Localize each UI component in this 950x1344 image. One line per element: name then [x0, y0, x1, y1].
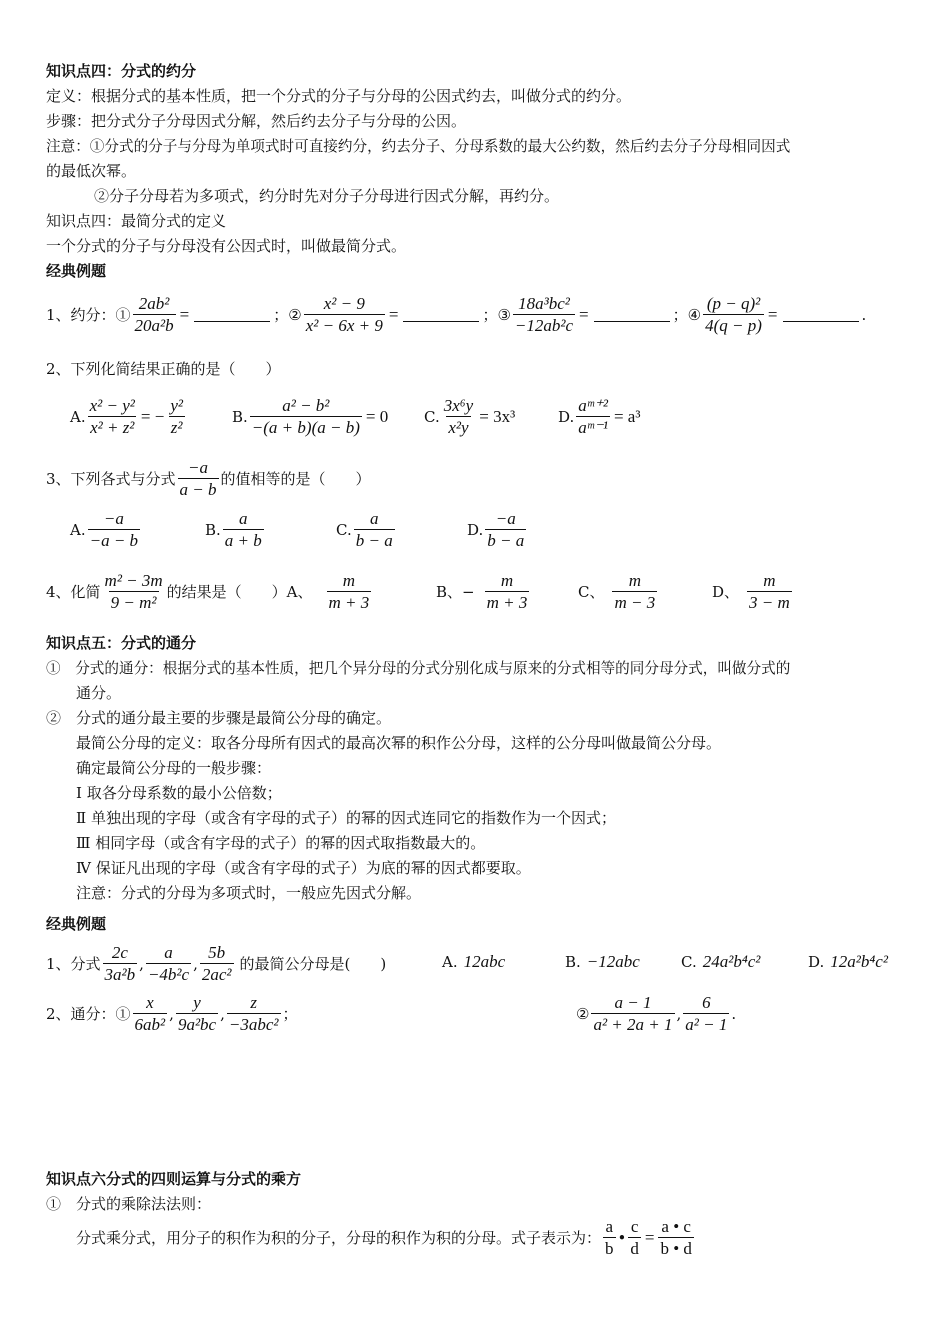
item-marker: ③ [497, 305, 511, 324]
option-c[interactable] [336, 508, 397, 551]
fraction: $\frac{-a}{b - a}$ [487, 509, 525, 550]
option-b[interactable] [565, 952, 640, 972]
question-1: 1、约分：① $\frac{\text{2ab²}}{\text{20a²b}}$ = ； ② $\frac{\text{x² − 9}}{\text{x² − 6x + 9}}$ = ； ③ $\frac{\text{18a³bc²}}{\text{−12ab²c}}$ = ； ④ $\frac{\text{(p − q)²}}{4(q - p)}$ = . [46, 294, 867, 335]
option-letter: B. [565, 953, 581, 971]
list-item: Ⅱ 单独出现的字母（或含有字母的式子）的幂的因式连同它的指数作为一个因式； [76, 809, 616, 827]
fraction: $\frac{a • c}{b • d}$ [660, 1217, 692, 1258]
option-d[interactable] [712, 570, 794, 613]
answer-blank[interactable] [783, 307, 859, 322]
item-marker: ② [288, 305, 302, 324]
option-letter: B. [205, 520, 221, 539]
fraction: $\frac{m}{m - 3}$ [614, 571, 656, 612]
fraction: $\frac{z}{\text{−3abc²}}$ [228, 993, 279, 1034]
option-letter: A. [70, 407, 86, 426]
question-tail: 的值相等的是（ ） [220, 470, 371, 488]
steps-text: 步骤：把分式分子分母因式分解，然后约去分子与分母的公因。 [46, 112, 467, 130]
rule-formula [76, 1216, 696, 1259]
fraction: $\frac{x}{\text{6ab²}}$ [134, 993, 166, 1034]
option-value: −12abc [586, 952, 640, 971]
section-title: 知识点六分式的四则运算与分式的乘方 [46, 1170, 302, 1188]
definition-text: 定义：根据分式的基本性质，把一个分式的分子与分母的公因式约去，叫做分式的约分。 [46, 87, 632, 105]
list-item: Ⅰ 取各分母系数的最小公倍数； [76, 784, 282, 802]
fraction: $\frac{\text{(p − q)²}}{4(q - p)}$ [705, 294, 762, 335]
fraction[interactable]: $\frac{m}{m + 3}$ [328, 571, 370, 612]
option-letter: C. [336, 520, 352, 539]
option-letter: B. [232, 407, 248, 426]
fraction: $\frac{\text{2ab²}}{\text{20a²b}}$ [134, 294, 174, 335]
option-letter: C. [681, 953, 697, 971]
rule-text: 分式乘分式，用分子的积作为积的分子，分母的积作为积的分母。式子表示为： [76, 1229, 602, 1247]
option-value: 12abc [463, 952, 506, 971]
fraction: $\frac{a}{a + b}$ [224, 509, 262, 550]
examples-heading: 经典例题 [46, 262, 107, 280]
fraction: $\frac{\text{x² − 9}}{\text{x² − 6x + 9}}$ [305, 294, 383, 335]
fraction: $\frac{a}{b - a}$ [355, 509, 393, 550]
option-letter: D. [808, 953, 825, 971]
fraction: $\frac{\text{m² − 3m}}{\text{9 − m²}}$ [104, 571, 163, 612]
option-c[interactable] [681, 952, 760, 972]
option-a[interactable] [442, 952, 505, 972]
option-d[interactable] [808, 952, 888, 972]
fraction: $\frac{m}{3 - m}$ [749, 571, 790, 612]
question-label: 1、约分：① [46, 306, 131, 324]
fraction: $\frac{a}{\text{−4b²c}}$ [147, 943, 190, 984]
option-letter: D. [558, 407, 575, 426]
option-letter: B、− [436, 583, 475, 601]
fraction: $\frac{\text{aᵐ⁺²}}{\text{aᵐ⁻¹}}$ [578, 396, 608, 437]
fraction: $\frac{-a}{a - b}$ [179, 458, 217, 499]
list-item: Ⅲ 相同字母（或含有字母的式子）的幂的因式取指数最大的。 [76, 834, 486, 852]
option-letter: D. [467, 520, 484, 539]
answer-blank[interactable] [194, 307, 270, 322]
fraction: $\frac{2c}{\text{3a²b}}$ [104, 943, 136, 984]
answer-blank[interactable] [403, 307, 479, 322]
note-text: 注意：①分式的分子与分母为单项式时可直接约分，约去分子、分母系数的最大公约数，然后约去分子分母相同因式 [46, 138, 791, 155]
paragraph: ① 分式的乘除法法则： [46, 1195, 212, 1213]
option-value: 24a²b⁴c² [702, 952, 761, 971]
option-b[interactable]: B. $\frac{\text{a² − b²}}{-(a + b)(a - b)}$ = 0 [232, 396, 389, 437]
fraction: $\frac{m}{m + 3}$ [486, 571, 528, 612]
fraction: $\frac{\text{y²}}{\text{z²}}$ [170, 396, 183, 437]
option-d[interactable] [467, 508, 528, 551]
section-title: 知识点四：分式的约分 [46, 62, 197, 80]
option-value: 12a²b⁴c² [830, 952, 888, 971]
fraction: $\frac{c}{d}$ [630, 1217, 639, 1258]
option-letter: C. [424, 407, 440, 426]
example-1: 1、分式 $\frac{2c}{\text{3a²b}}$ , $\frac{a}{\text{−4b²c}}$ , $\frac{5b}{\text{2ac²}}$ 的最简公分母是( ) [46, 943, 387, 984]
fraction: $\frac{\text{18a³bc²}}{\text{−12ab²c}}$ [514, 294, 574, 335]
paragraph: ② 分式的通分最主要的步骤是最简公分母的确定。 [46, 709, 392, 727]
option-a[interactable]: A. $\frac{\text{x² − y²}}{\text{x² + z²}}$ = − $\frac{\text{y²}}{\text{z²}}$ [70, 396, 183, 437]
definition-text: 最简公分母的定义：取各分母所有因式的最高次幂的积作公分母，这样的公分母叫做最简公分母。 [76, 734, 722, 752]
question-tail: 的结果是（ ）A、 [166, 583, 313, 601]
item-marker: ④ [687, 305, 702, 324]
option-letter: A. [442, 953, 458, 971]
paragraph: ① 分式的通分：根据分式的基本性质，把几个异分母的分式分别化成与原来的分式相等的同分母分式，叫做分式的 [46, 660, 791, 677]
example-2-part-2: ② $\frac{a - 1}{\text{a² + 2a + 1}}$ , $\frac{6}{\text{a² − 1}}$ . [576, 993, 737, 1034]
fraction: $\frac{5b}{\text{2ac²}}$ [201, 943, 232, 984]
note-text-cont: 的最低次幂。 [46, 162, 137, 180]
question-label: 1、分式 [46, 955, 101, 973]
section-subtitle: 知识点四：最简分式的定义 [46, 212, 227, 230]
note-text-2: ②分子分母若为多项式，约分时先对分子分母进行因式分解，再约分。 [94, 187, 560, 205]
option-b[interactable] [205, 508, 266, 551]
option-letter: A. [70, 520, 86, 539]
question-2: 2、下列化简结果正确的是（ ） [46, 360, 281, 378]
option-letter: D、 [712, 583, 740, 601]
note-text: 注意：分式的分母为多项式时，一般应先因式分解。 [76, 884, 422, 902]
fraction: $\frac{-a}{-a - b}$ [89, 509, 139, 550]
option-b[interactable] [436, 570, 531, 613]
example-2: 2、通分：① $\frac{x}{\text{6ab²}}$ , $\frac{y}{\text{9a²bc}}$ , $\frac{z}{\text{−3abc²}}$ ； [46, 993, 298, 1034]
list-item: Ⅳ 保证凡出现的字母（或含有字母的式子）为底的幂的因式都要取。 [76, 859, 531, 877]
option-letter: C、 [578, 583, 605, 601]
question-4 [46, 570, 373, 613]
fraction: $\frac{\text{x² − y²}}{\text{x² + z²}}$ [89, 396, 135, 437]
question-tail: 的最简公分母是( ) [239, 955, 387, 973]
fraction: $\frac{a}{b}$ [605, 1217, 614, 1258]
section-title: 知识点五：分式的通分 [46, 634, 197, 652]
fraction: $\frac{a - 1}{\text{a² + 2a + 1}}$ [593, 993, 673, 1034]
fraction: $\frac{\text{a² − b²}}{-(a + b)(a - b)}$ [251, 396, 360, 437]
question-label: 3、下列各式与分式 [46, 470, 176, 488]
dot-operator: • [617, 1228, 627, 1247]
fraction: $\frac{y}{\text{9a²bc}}$ [177, 993, 217, 1034]
option-d[interactable]: D. $\frac{\text{aᵐ⁺²}}{\text{aᵐ⁻¹}}$ = a³ [558, 396, 641, 437]
equals-sign: = [644, 1227, 655, 1247]
item-marker: ② [576, 1004, 590, 1023]
option-c[interactable]: C. $\frac{\text{3x⁶y}}{\text{x²y}}$ = 3x³ [424, 396, 516, 437]
question-3 [46, 457, 371, 500]
answer-blank[interactable] [594, 307, 670, 322]
separator: ； [282, 1005, 298, 1023]
option-c[interactable] [578, 570, 659, 613]
question-label: 2、通分：① [46, 1005, 131, 1023]
examples-heading: 经典例题 [46, 915, 107, 933]
option-a[interactable] [70, 508, 142, 551]
fraction: $\frac{6}{\text{a² − 1}}$ [685, 993, 728, 1034]
paragraph-cont: 通分。 [76, 684, 122, 702]
fraction: $\frac{\text{3x⁶y}}{\text{x²y}}$ [443, 396, 474, 437]
question-label: 4、化简 [46, 583, 101, 601]
definition-text-2: 一个分式的分子与分母没有公因式时，叫做最简分式。 [46, 237, 407, 255]
paragraph: 确定最简公分母的一般步骤： [76, 759, 272, 777]
